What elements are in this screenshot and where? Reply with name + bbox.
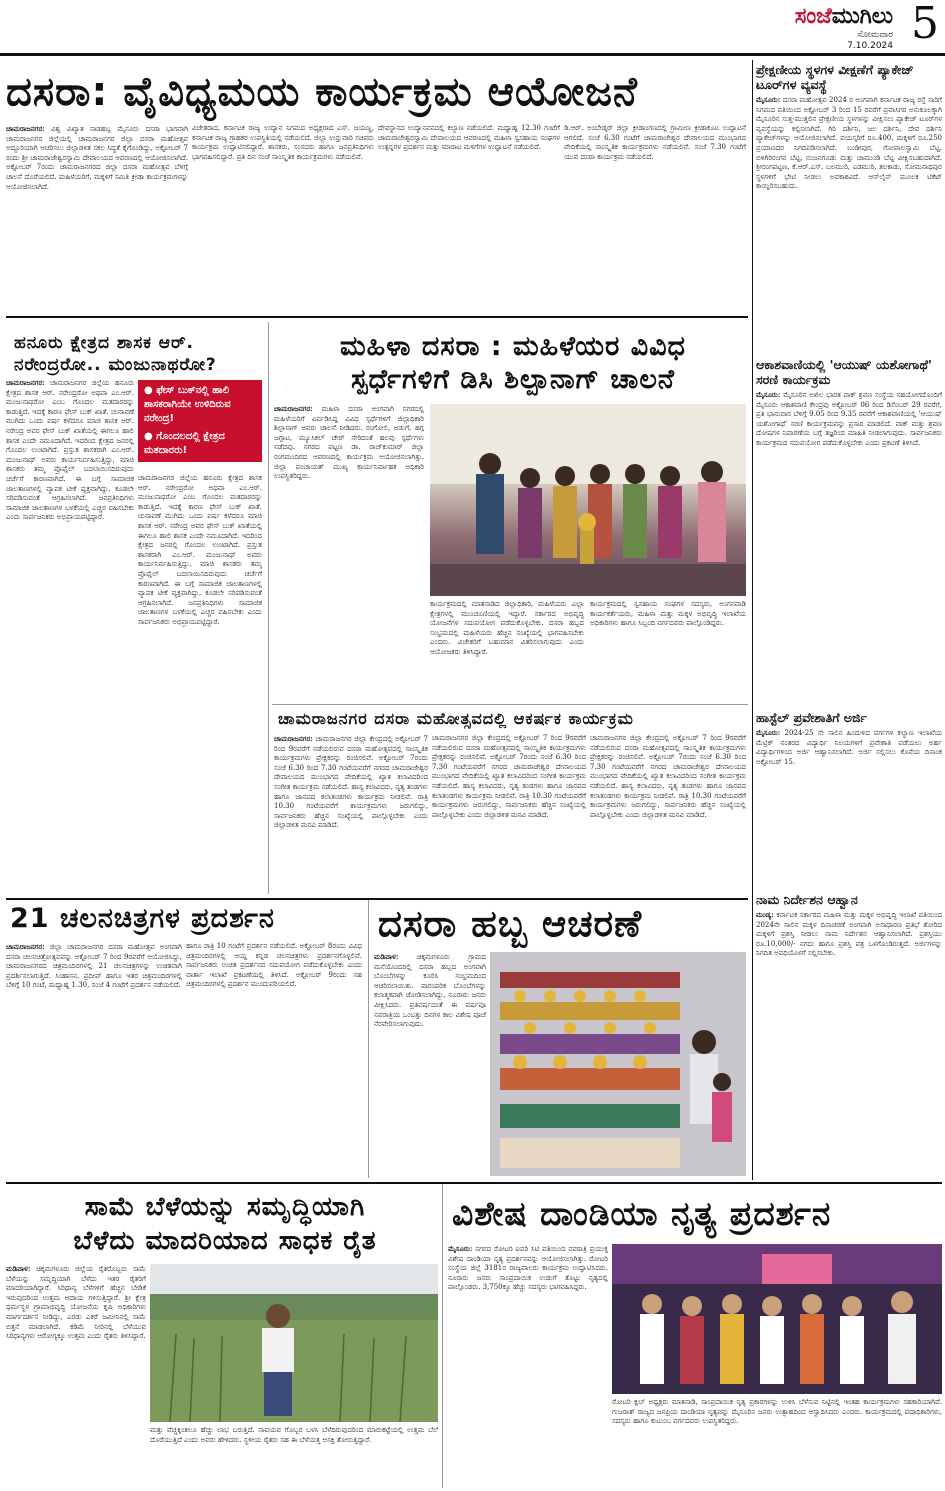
dignitaries-lamp-lighting-icon — [430, 404, 746, 596]
story7-headline-line1: ಸಾಮೆ ಬೆಳೆಯನ್ನು ಸಮೃದ್ಧಿಯಾಗಿ — [84, 1192, 366, 1222]
sidebar-dateline-1: ಮೈಸೂರು: — [756, 95, 781, 104]
story4-text-cont: ಚಾಮರಾಜನಗರ ಜಿಲ್ಲಾ ಕೇಂದ್ರದಲ್ಲಿ ಅಕ್ಟೋಬರ್ 7 ರಿಂದ 9ರವರೆಗೆ ನಡೆಯಲಿರುವ ದಸರಾ ಮಹೋತ್ಸವದಲ್ಲಿ ಸಾಂಸ್ಕೃತಿಕ ಕಾರ್ಯಕ್ರಮಗಳು ಪ್ರೇಕ್ಷಕರನ್ನು ರಂಜಿಸಲಿವೆ. ಅಕ್ಟೋಬರ್ 7ರಂದು ಸಂಜೆ 6.30 ರಿಂದ 7.30 ಗಂಟೆಯವರೆಗೆ ನಗರದ ಚಾಮರಾಜೇಶ್ವರ ದೇವಾಲಯದ ಮುಂಭಾಗದ ವೇದಿಕೆಯಲ್ಲಿ ಖ್ಯಾತ ಕಲಾವಿದರಿಂದ ಸಂಗೀತ ಕಾರ್ಯಕ್ರಮ ನಡೆಯಲಿದೆ. ಹಾಸ್ಯ ಕಲಾವಿದರು, ನೃತ್ಯ ತಂಡಗಳು ಹಾಗೂ ಜಾನಪದ ಕಲಾತಂಡಗಳು ಕಾರ್ಯಕ್ರಮ ನೀಡಲಿವೆ. ರಾತ್ರಿ 10.30 ಗಂಟೆಯವರೆಗೆ ಕಾರ್ಯಕ್ರಮಗಳು ಜರುಗಲಿದ್ದು, ಸಾರ್ವಜನಿಕರು ಹೆಚ್ಚಿನ ಸಂಖ್ಯೆಯಲ್ಲಿ ಪಾಲ್ಗೊಳ್ಳಬೇಕು ಎಂದು ಜಿಲ್ಲಾಡಳಿತ ಮನವಿ ಮಾಡಿದೆ. — [432, 734, 586, 819]
story4-text: ಚಾಮರಾಜನಗರ ಜಿಲ್ಲಾ ಕೇಂದ್ರದಲ್ಲಿ ಅಕ್ಟೋಬರ್ 7 ರಿಂದ 9ರವರೆಗೆ ನಡೆಯಲಿರುವ ದಸರಾ ಮಹೋತ್ಸವದಲ್ಲಿ ಸಾಂಸ್ಕೃತಿಕ ಕಾರ್ಯಕ್ರಮಗಳು ಪ್ರೇಕ್ಷಕರನ್ನು ರಂಜಿಸಲಿವೆ. ಅಕ್ಟೋಬರ್ 7ರಂದು ಸಂಜೆ 6.30 ರಿಂದ 7.30 ಗಂಟೆಯವರೆಗೆ ನಗರದ ಚಾಮರಾಜೇಶ್ವರ ದೇವಾಲಯದ ಮುಂಭಾಗದ ವೇದಿಕೆಯಲ್ಲಿ ಖ್ಯಾತ ಕಲಾವಿದರಿಂದ ಸಂಗೀತ ಕಾರ್ಯಕ್ರಮ ನಡೆಯಲಿದೆ. ಹಾಸ್ಯ ಕಲಾವಿದರು, ನೃತ್ಯ ತಂಡಗಳು ಹಾಗೂ ಜಾನಪದ ಕಲಾತಂಡಗಳು ಕಾರ್ಯಕ್ರಮ ನೀಡಲಿವೆ. ರಾತ್ರಿ 10.30 ಗಂಟೆಯವರೆಗೆ ಕಾರ್ಯಕ್ರಮಗಳು ಜರುಗಲಿದ್ದು, ಸಾರ್ವಜನಿಕರು ಹೆಚ್ಚಿನ ಸಂಖ್ಯೆಯಲ್ಲಿ ಪಾಲ್ಗೊಳ್ಳಬೇಕು ಎಂದು ಜಿಲ್ಲಾಡಳಿತ ಮನವಿ ಮಾಡಿದೆ. — [274, 735, 428, 830]
story8-col2 — [612, 1398, 942, 1486]
sidebar-headline-2: ಆಕಾಶವಾಣಿಯಲ್ಲಿ 'ಆಯುಷ್ ಯಶೋಗಾಥೆ' ಸರಣಿ ಕಾರ್ಯಕ್ರಮ — [756, 357, 932, 387]
story1-col4 — [564, 124, 746, 310]
story7-headline-line2: ಬೆಳೆದು ಮಾದರಿಯಾದ ಸಾಧಕ ರೈತ — [73, 1226, 377, 1256]
story2-col1 — [6, 378, 134, 894]
story3-text2: ಕಾರ್ಯಕ್ರಮದಲ್ಲಿ ಮಾತನಾಡಿದ ಜಿಲ್ಲಾಧಿಕಾರಿ, ಮಹಿಳೆಯರು ಎಲ್ಲಾ ಕ್ಷೇತ್ರಗಳಲ್ಲಿ ಮುಂಚೂಣಿಯಲ್ಲಿ ಇದ್ದಾರೆ. ಸರ್ಕಾರದ ಅಭಿವೃದ್ಧಿ ಯೋಜನೆಗಳ ಸದುಪಯೋಗ ಪಡೆದುಕೊಳ್ಳಬೇಕು. ದಸರಾ ಹಬ್ಬದ ಸಂಭ್ರಮದಲ್ಲಿ ಮಹಿಳೆಯರು ಹೆಚ್ಚಿನ ಸಂಖ್ಯೆಯಲ್ಲಿ ಭಾಗವಹಿಸಬೇಕು ಎಂದರು. ವಿಜೇತರಿಗೆ ಬಹುಮಾನ ವಿತರಿಸಲಾಗುವುದು ಎಂದು ಆಯೋಜಕರು ತಿಳಿಸಿದ್ದಾರೆ. — [430, 600, 584, 656]
story5-text2: ಹಾಗೂ ರಾತ್ರಿ 10 ಗಂಟೆಗೆ ಪ್ರದರ್ಶನ ನಡೆಯಲಿದೆ. ಅಕ್ಟೋಬರ್ 8ರಂದು ವಿವಿಧ ಚಿತ್ರಮಂದಿರಗಳಲ್ಲಿ ಆಯ್ದ ಕನ್ನಡ ಚಲನಚಿತ್ರಗಳು ಪ್ರದರ್ಶನಗೊಳ್ಳಲಿವೆ. ಸಾರ್ವಜನಿಕರು ಉಚಿತ ಪ್ರದರ್ಶನದ ಸದುಪಯೋಗ ಪಡೆದುಕೊಳ್ಳಬೇಕು ಎಂದು ವಾರ್ತಾ ಇಲಾಖೆ ಪ್ರಕಟಣೆಯಲ್ಲಿ ತಿಳಿಸಿದೆ. ಅಕ್ಟೋಬರ್ 9ರಂದು ಸಹ ಚಿತ್ರಮಂದಿರಗಳಲ್ಲಿ ಪ್ರದರ್ಶನ ಮುಂದುವರಿಯಲಿದೆ. — [186, 942, 362, 989]
story7-photo — [150, 1264, 438, 1422]
story5-col2 — [186, 942, 362, 1176]
story3-col1 — [274, 404, 424, 700]
story7-text3: ಮತ್ತು ವೆಚ್ಚಕ್ಕಿಂತಲೂ ಹೆಚ್ಚು ಲಾಭ ಬರುತ್ತಿದೆ. ಸಾವಯವ ಗೊಬ್ಬರ ಬಳಸಿ ಬೆಳೆದಿರುವುದರಿಂದ ಮಾರುಕಟ್ಟೆಯಲ್ಲಿ ಉತ್ತಮ ಬೆಲೆ ದೊರೆಯುತ್ತಿದೆ ಎಂದು ಅವರು ಹೇಳಿದರು. ಸ್ಥಳೀಯ ರೈತರು ಸಹ ಈ ಬೆಳೆಯತ್ತ ಆಸಕ್ತಿ ತೋರುತ್ತಿದ್ದಾರೆ. — [150, 1426, 438, 1444]
sidebar-text-2 — [756, 390, 942, 706]
story7-text2: ಶ್ರೀ ಕ್ಷೇತ್ರ ಧರ್ಮಸ್ಥಳ ಗ್ರಾಮಾಭಿವೃದ್ಧಿ ಯೋಜನೆಯ ಕೃಷಿ ಅಧಿಕಾರಿಗಳು ಮಾರ್ಗದರ್ಶನ ನೀಡಿದ್ದು, ಎರಡು ಎಕರೆ ಜಮೀನಿನಲ್ಲಿ ಸಾಮೆ ಬಿತ್ತನೆ ಮಾಡಲಾಗಿದೆ. ಕಡಿಮೆ ನೀರಿನಲ್ಲಿ ಬೆಳೆಯುವ ಸಿರಿಧಾನ್ಯಗಳು ಆರೋಗ್ಯಕ್ಕೂ ಉತ್ತಮ ಎಂದು ರೈತರು ತಿಳಿಸಿದ್ದಾರೆ. — [6, 1293, 146, 1341]
story2-dateline: ಚಾಮರಾಜನಗರ: — [6, 378, 45, 387]
story1-col1 — [6, 124, 188, 310]
story1-text2: ವಿಜೇತರಾದ, ಕರ್ನಾಟಕ ರಾಜ್ಯ ಉದ್ಯಾನ ನಿಗಮದ ಅಧ್ಯಕ್ಷರಾದ ಎಸ್. ಜಯಣ್ಣ, ಕರ್ನಾಟಕ ರಾಜ್ಯ ಗ್ರಾಹಕರ ಉಪಸ್ಥಿತಿಯಲ್ಲಿ ನಡೆಯಲಿದೆ. ಜಿಲ್ಲಾ ಉಸ್ತುವಾರಿ ಸಚಿವರು ಕಾರ್ಯಕ್ರಮ ಉದ್ಘಾಟಿಸಲಿದ್ದಾರೆ. ಶಾಸಕರು, ಸಂಸದರು ಹಾಗೂ ಜನಪ್ರತಿನಿಧಿಗಳು ಭಾಗವಹಿಸಲಿದ್ದಾರೆ. ಪ್ರತಿ ದಿನ ಸಂಜೆ ಸಾಂಸ್ಕೃತಿಕ ಕಾರ್ಯಕ್ರಮಗಳು ನಡೆಯಲಿವೆ. — [192, 124, 374, 161]
story5-col1 — [6, 942, 182, 1176]
masthead — [0, 0, 945, 56]
story8-headline: ವಿಶೇಷ ದಾಂಡಿಯಾ ನೃತ್ಯ ಪ್ರದರ್ಶನ — [452, 1194, 832, 1233]
story7-col2 — [150, 1426, 438, 1486]
sidebar-headline-3: ಹಾಸ್ಟೆಲ್ ಪ್ರವೇಶಾತಿಗೆ ಅರ್ಜಿ — [756, 710, 867, 725]
story4-dateline: ಚಾಮರಾಜನಗರ: — [274, 734, 313, 743]
story7-text1: ಚಿಕ್ಕಮಗಳೂರು ಜಿಲ್ಲೆಯ ರೈತರೊಬ್ಬರು ಸಾಮೆ ಬೆಳೆಯನ್ನು ಸಮೃದ್ಧಿಯಾಗಿ ಬೆಳೆದು ಇತರ ರೈತರಿಗೆ ಮಾದರಿಯಾಗಿದ್ದಾರೆ. ಸಿರಿಧಾನ್ಯ ಬೆಳೆಗಳಿಗೆ ಹೆಚ್ಚಿನ ಬೇಡಿಕೆ ಇರುವುದರಿಂದ ಉತ್ತಮ ಆದಾಯ ಗಳಿಸುತ್ತಿದ್ದಾರೆ. — [6, 1265, 146, 1302]
divider — [368, 900, 369, 1178]
story3-dateline: ಚಾಮರಾಜನಗರ: — [274, 404, 313, 413]
divider — [268, 322, 269, 894]
divider — [6, 898, 748, 900]
issue-date-value: 7.10.2024 — [847, 41, 893, 51]
divider — [6, 316, 748, 318]
sidebar-text-3 — [756, 728, 942, 888]
logo-part2: ಮುಗಿಲು — [831, 4, 893, 29]
story2-callout-1: ● ಫೇಸ್ ಬುಕ್‌ನಲ್ಲಿ ಹಾಲಿ ಶಾಸಕರಾಗಿಯೇ ಉಳಿದಿರುವ ನರೇಂದ್ರ! — [144, 385, 231, 424]
story2-text: ಚಾಮರಾಜನಗರ ಜಿಲ್ಲೆಯ ಹನೂರು ಕ್ಷೇತ್ರದ ಶಾಸಕ ಆರ್. ನರೇಂದ್ರರೋ ಅಥವಾ ಎಂ.ಆರ್. ಮಂಜುನಾಥರೋ ಎಂಬ ಗೊಂದಲ ಮತದಾರರನ್ನು ಕಾಡುತ್ತಿದೆ. ಇದಕ್ಕೆ ಕಾರಣ ಫೇಸ್ ಬುಕ್ ಖಾತೆ. ಚುನಾವಣೆ ಮುಗಿದು ಒಂದು ವರ್ಷ ಕಳೆದರೂ ಮಾಜಿ ಶಾಸಕ ಆರ್. ನರೇಂದ್ರ ಅವರ ಫೇಸ್ ಬುಕ್ ಖಾತೆಯಲ್ಲಿ ಈಗಲೂ ಹಾಲಿ ಶಾಸಕ ಎಂದೇ ನಮೂದಾಗಿದೆ. ಇದರಿಂದ ಕ್ಷೇತ್ರದ ಜನರಲ್ಲಿ ಗೊಂದಲ ಉಂಟಾಗಿದೆ. ಪ್ರಸ್ತುತ ಶಾಸಕರಾಗಿ ಎಂ.ಆರ್. ಮಂಜುನಾಥ್ ಅವರು ಕಾರ್ಯನಿರ್ವಹಿಸುತ್ತಿದ್ದು, ಮಾಜಿ ಶಾಸಕರು ತಮ್ಮ ಪ್ರೊಫೈಲ್ ಬದಲಾಯಿಸದಿರುವುದು ಚರ್ಚೆಗೆ ಕಾರಣವಾಗಿದೆ. ಈ ಬಗ್ಗೆ ಸಾಮಾಜಿಕ ಜಾಲತಾಣಗಳಲ್ಲಿ ವ್ಯಾಪಕ ಟೀಕೆ ವ್ಯಕ್ತವಾಗಿದ್ದು, ಕೂಡಲೇ ಸರಿಪಡಿಸುವಂತೆ ಆಗ್ರಹಿಸಲಾಗಿದೆ. ಜನಪ್ರತಿನಿಧಿಗಳು ಸಾಮಾಜಿಕ ಜಾಲತಾಣಗಳ ಬಳಕೆಯಲ್ಲಿ ಎಚ್ಚರ ವಹಿಸಬೇಕು ಎಂದು ಸಾರ್ವಜನಿಕರು ಅಭಿಪ್ರಾಯಪಟ್ಟಿದ್ದಾರೆ. — [6, 379, 134, 522]
sidebar-body-1: ದಸರಾ ಮಹೋತ್ಸವ 2024 ರ ಅಂಗವಾಗಿ ಕರ್ನಾಟಕ ರಾಜ್ಯ ರಸ್ತೆ ಸಾರಿಗೆ ನಿಗಮದ ವತಿಯಿಂದ ಅಕ್ಟೋಬರ್ 3 ರಿಂದ 15 ರವರೆಗೆ ಪ್ರವಾಸಿಗರ ಅನುಕೂಲಕ್ಕಾಗಿ ಮೈಸೂರಿನ ಸುತ್ತ-ಮುತ್ತಲಿನ ಪ್ರೇಕ್ಷಣೀಯ ಸ್ಥಳಗಳನ್ನು ವೀಕ್ಷಿಸಲು ಪ್ಯಾಕೇಜ್ ಟೂರ್‌ಗಳ ವ್ಯವಸ್ಥೆಯನ್ನು ಕಲ್ಪಿಸಲಾಗಿದೆ. ಗಿರಿ ದರ್ಶಿನಿ, ಜಲ ದರ್ಶಿನಿ, ದೇವ ದರ್ಶಿನಿ ಪ್ಯಾಕೇಜ್‌ಗಳನ್ನು ಆಯೋಜಿಸಲಾಗಿದೆ. ವಯಸ್ಕರಿಗೆ ರೂ.400, ಮಕ್ಕಳಿಗೆ ರೂ.250 ಪ್ರಯಾಣದರ ನಿಗದಿಪಡಿಸಲಾಗಿದೆ. ಬಂಡೀಪುರ, ಗೋಪಾಲಸ್ವಾಮಿ ಬೆಟ್ಟ, ಬಿಳಿಗಿರಿರಂಗನ ಬೆಟ್ಟ, ನಂಜನಗೂಡು ಮತ್ತು ಚಾಮುಂಡಿ ಬೆಟ್ಟ ವೀಕ್ಷಿಸಬಹುದಾಗಿದೆ. ಶ್ರೀರಂಗಪಟ್ಟಣ, ಕೆ.ಆರ್.ಎಸ್, ಬಲಮುರಿ, ಎಡಮುರಿ, ತಲಕಾಡು, ಸೋಮನಾಥಪುರ ಸ್ಥಳಗಳಿಗೆ ಭೇಟಿ ನೀಡಲು ಅವಕಾಶವಿದೆ. ಆನ್‌ಲೈನ್ ಮೂಲಕ ಟಿಕೆಟ್ ಕಾಯ್ದಿರಿಸಬಹುದು. — [756, 96, 942, 191]
sidebar-dateline-3: ಮೈಸೂರು: — [756, 728, 781, 737]
story3-text1: ಮಹಿಳಾ ದಸರಾ ಅಂಗವಾಗಿ ನಗರದಲ್ಲಿ ಮಹಿಳೆಯರಿಗೆ ಏರ್ಪಡಿಸಿದ್ದ ವಿವಿಧ ಸ್ಪರ್ಧೆಗಳಿಗೆ ಜಿಲ್ಲಾಧಿಕಾರಿ ಶಿಲ್ಪಾನಾಗ್ ಅವರು ಚಾಲನೆ ನೀಡಿದರು. ರಂಗೋಲಿ, ಅಡುಗೆ, ಹಗ್ಗ ಜಗ್ಗಾಟ, ಮ್ಯೂಸಿಕಲ್ ಚೇರ್ ಸೇರಿದಂತೆ ಹಲವು ಸ್ಪರ್ಧೆಗಳು ನಡೆದವು. ನಗರದ ಪಟ್ಟಣ ಡಾ. ರಾಜ್‌ಕುಮಾರ್ ಜಿಲ್ಲಾ ರಂಗಮಂದಿರದ ಆವರಣದಲ್ಲಿ ಕಾರ್ಯಕ್ರಮ ಆಯೋಜಿಸಲಾಗಿತ್ತು. ಜಿಲ್ಲಾ ಪಂಚಾಯತ್ ಮುಖ್ಯ ಕಾರ್ಯನಿರ್ವಾಹಕ ಅಧಿಕಾರಿ ಉಪಸ್ಥಿತರಿದ್ದರು. — [274, 405, 424, 481]
story8-photo — [612, 1244, 942, 1394]
issue-date — [847, 30, 893, 52]
sidebar-headline-4: ನಾಮ ನಿರ್ದೇಶನ ಆಹ್ವಾನ — [756, 892, 858, 907]
story4-headline: ಚಾಮರಾಜನಗರ ದಸರಾ ಮಹೋತ್ಸವದಲ್ಲಿ ಆಕರ್ಷಕ ಕಾರ್ಯಕ್ರಮ — [278, 709, 634, 728]
sidebar-body-4: ಕರ್ನಾಟಕ ಸರ್ಕಾರದ ಮಹಿಳಾ ಮತ್ತು ಮಕ್ಕಳ ಅಭಿವೃದ್ಧಿ ಇಲಾಖೆ ವತಿಯಿಂದ 2024ನೇ ಸಾಲಿನ ಮಕ್ಕಳ ದಿನಾಚರಣೆ ಅಂಗವಾಗಿ ಅಸಾಧಾರಣ ಪ್ರತಿಭೆ ತೋರಿದ ಮಕ್ಕಳಿಗೆ ಪ್ರಶಸ್ತಿ ನೀಡಲು ನಾಮ ನಿರ್ದೇಶನ ಆಹ್ವಾನಿಸಲಾಗಿದೆ. ಪ್ರಶಸ್ತಿಯು ರೂ.10,000/- ನಗದು ಹಾಗೂ ಪ್ರಶಸ್ತಿ ಪತ್ರ ಒಳಗೊಂಡಿರುತ್ತದೆ. ಅರ್ಜಿಗಳನ್ನು ನಿಗದಿತ ಅವಧಿಯೊಳಗೆ ಸಲ್ಲಿಸಬೇಕು. — [756, 911, 942, 958]
story2-col2 — [138, 474, 262, 894]
story1-text3: ದೇವಸ್ಥಾನದ ಉದ್ಯಾನವನದಲ್ಲಿ ಕಲ್ಯಾಣ ನಡೆಯಲಿದೆ. ಮಧ್ಯಾಹ್ನ 12.30 ಗಂಟೆಗೆ ಚಾಮರಾಜೇಶ್ವರಸ್ವಾಮಿ ದೇವಾಲಯದ ಆವರಣದಲ್ಲಿ ಮಹಿಳಾ ಸ್ವಸಹಾಯ ಸಂಘಗಳ ಉತ್ಪನ್ನಗಳ ಪ್ರದರ್ಶನ ಮತ್ತು ಮಾರಾಟ ಮಳಿಗೆಗಳ ಉದ್ಘಾಟನೆ ನಡೆಯಲಿದೆ. — [378, 124, 560, 152]
sidebar-dateline-4: ಮಂಡ್ಯ: — [756, 910, 774, 919]
divider — [442, 1184, 443, 1488]
story3-headline-line1: ಮಹಿಳಾ ದಸರಾ : ಮಹಿಳೆಯರ ವಿವಿಧ — [340, 331, 686, 362]
story4-col1 — [274, 734, 428, 894]
story6-dateline: ಮಡಿವಾಳ: — [374, 952, 399, 961]
story6-col1 — [374, 952, 486, 1176]
story2-headline-line1: ಹನೂರು ಕ್ಷೇತ್ರದ ಶಾಸಕ ಆರ್. — [14, 333, 194, 353]
story5-dateline: ಚಾಮರಾಜನಗರ: — [6, 942, 45, 951]
sidebar-text-1 — [756, 95, 942, 353]
sidebar-dateline-2: ಮೈಸೂರು: — [756, 390, 781, 399]
page-number: 5 — [911, 0, 939, 49]
divider — [272, 704, 748, 705]
story6-photo — [490, 952, 746, 1176]
story1-col3 — [378, 124, 560, 310]
story4-col3 — [590, 734, 746, 894]
story6-text: ಚಿಕ್ಕಮಗಳೂರು ಗ್ರಾಮದ ಮನೆಯೊಂದರಲ್ಲಿ ದಸರಾ ಹಬ್ಬದ ಅಂಗವಾಗಿ ಬೊಂಬೆಗಳನ್ನು ಕೂರಿಸಿ ಸಂಭ್ರಮದಿಂದ ಆಚರಿಸಲಾಯಿತು. ಪಾರಂಪರಿಕ ಬೊಂಬೆಗಳನ್ನು ಕಲಾತ್ಮಕವಾಗಿ ಜೋಡಿಸಲಾಗಿದ್ದು, ನೂರಾರು ಜನರು ವೀಕ್ಷಿಸಿದರು. ಪ್ರತಿವರ್ಷದಂತೆ ಈ ವರ್ಷವೂ ನವರಾತ್ರಿಯ ಒಂಬತ್ತು ದಿನಗಳ ಕಾಲ ವಿಶೇಷ ಪೂಜೆ ನೆರವೇರಿಸಲಾಗುವುದು. — [374, 953, 486, 1029]
story2-callout-2: ● ಗೊಂದಲದಲ್ಲಿ ಕ್ಷೇತ್ರದ ಮತದಾರರು! — [144, 431, 225, 456]
sidebar-headline-1: ಪ್ರೇಕ್ಷಣೀಯ ಸ್ಥಳಗಳ ವೀಕ್ಷಣೆಗೆ ಪ್ಯಾಕೇಜ್ ಟೂರ್‌ಗಳ ವ್ಯವಸ್ಥೆ — [756, 62, 914, 92]
story3-col3 — [590, 600, 746, 700]
sidebar — [756, 62, 942, 1180]
logo-part1: ಸಂಜೆ — [794, 4, 832, 29]
story7-headline — [10, 1190, 440, 1258]
dandiya-dance-stage-icon — [612, 1244, 942, 1394]
story5-text1: ಜಿಲ್ಲಾ ಚಾಮರಾಜನಗರ ದಸರಾ ಮಹೋತ್ಸವ ಅಂಗವಾಗಿ ದಸರಾ ಚಲನಚಿತ್ರೋತ್ಸವವನ್ನು ಅಕ್ಟೋಬರ್ 7 ರಿಂದ 9ರವರೆಗೆ ಆಯೋಜಿಸಿದ್ದು, ಚಾಮರಾಜನಗರದ ಚಿತ್ರಮಂದಿರಗಳಲ್ಲಿ 21 ಚಲನಚಿತ್ರಗಳನ್ನು ಉಚಿತವಾಗಿ ಪ್ರದರ್ಶಿಸಲಾಗುತ್ತಿದೆ. ಸಿಂಹಾಸನ, ಪ್ರದೀಪ್ ಹಾಗೂ ಇತರ ಚಿತ್ರಮಂದಿರಗಳಲ್ಲಿ ಬೆಳಿಗ್ಗೆ 10 ಗಂಟೆ, ಮಧ್ಯಾಹ್ನ 1.30, ಸಂಜೆ 4 ಗಂಟೆಗೆ ಪ್ರದರ್ಶನ ನಡೆಯಲಿದೆ. — [6, 943, 182, 990]
story3-col2 — [430, 600, 584, 700]
story1-text4: ಡಿ.ಆರ್. ಅಂಬೇಡ್ಕರ್ ಜಿಲ್ಲಾ ಕ್ರೀಡಾಂಗಣದಲ್ಲಿ ಗ್ರಾಮೀಣ ಕ್ರೀಡಾಕೂಟ ಉದ್ಘಾಟನೆ ಆಗಲಿದೆ. ಸಂಜೆ 6.30 ಗಂಟೆಗೆ ಚಾಮರಾಜೇಶ್ವರ ದೇವಾಲಯದ ಮುಂಭಾಗದ ವೇದಿಕೆಯಲ್ಲಿ ಸಾಂಸ್ಕೃತಿಕ ಕಾರ್ಯಕ್ರಮಗಳು ನಡೆಯಲಿವೆ. ಸಂಜೆ 7.30 ಗಂಟೆಗೆ ಯುವ ದಸರಾ ಕಾರ್ಯಕ್ರಮ ನಡೆಯಲಿದೆ. — [564, 124, 746, 161]
issue-day: ಸೋಮವಾರ — [857, 30, 893, 40]
story2-callout — [138, 380, 262, 462]
farmer-in-millet-field-icon — [150, 1264, 438, 1422]
story7-dateline: ಮಡಿವಾಳ: — [6, 1264, 31, 1273]
dasara-doll-display-icon — [490, 952, 746, 1176]
sidebar-divider — [752, 60, 753, 1180]
story2-headline-line2: ನರೇಂದ್ರರೋ.. ಮಂಜುನಾಥರೋ? — [14, 355, 217, 375]
newspaper-logo — [795, 4, 893, 29]
story8-col1 — [448, 1244, 608, 1486]
story3-photo — [430, 404, 746, 596]
sidebar-text-4 — [756, 910, 942, 1180]
story3-headline-line2: ಸ್ಪರ್ಧೆಗಳಿಗೆ ಡಿಸಿ ಶಿಲ್ಪಾನಾಗ್ ಚಾಲನೆ — [351, 364, 675, 395]
story6-headline: ದಸರಾ ಹಬ್ಬ ಆಚರಣೆ — [378, 902, 643, 945]
story2-headline — [14, 332, 264, 376]
story5-headline: 21 ಚಲನಚಿತ್ರಗಳ ಪ್ರದರ್ಶನ — [10, 903, 275, 934]
story1-dateline: ಚಾಮರಾಜನಗರ: — [6, 124, 45, 133]
story8-dateline: ಮೈಸೂರು: — [448, 1244, 473, 1253]
story8-text1: ನಗರದ ರೋಟರಿ ಐವರಿ ಸಿಟಿ ವತಿಯಿಂದ ನವರಾತ್ರಿ ಪ್ರಯುಕ್ತ ವಿಶೇಷ ದಾಂಡಿಯಾ ನೃತ್ಯ ಪ್ರದರ್ಶನವನ್ನು ಆಯೋಜಿಸಲಾಗಿತ್ತು. ರೋಟರಿ ಸಂಸ್ಥೆಯ ಜಿಲ್ಲೆ 3181ರ ರಾಜ್ಯಪಾಲರು ಕಾರ್ಯಕ್ರಮ ಉದ್ಘಾಟಿಸಿದರು. ನೂರಾರು ಜನರು ಸಾಂಪ್ರದಾಯಿಕ ಉಡುಗೆ ತೊಟ್ಟು ನೃತ್ಯದಲ್ಲಿ ಪಾಲ್ಗೊಂಡರು. 3,750ಕ್ಕೂ ಹೆಚ್ಚು ಸದಸ್ಯರು ಭಾಗವಹಿಸಿದ್ದರು. — [448, 1245, 608, 1292]
sidebar-body-2: ಮೈಸೂರಿನ ಅಖಿಲ ಭಾರತ ವಾಕ್ ಶ್ರವಣ ಸಂಸ್ಥೆಯ ಸಹಯೋಗದೊಂದಿಗೆ ಮೈಸೂರು ಆಕಾಶವಾಣಿ ಕೇಂದ್ರವು ಅಕ್ಟೋಬರ್ 06 ರಿಂದ ಡಿಸೆಂಬರ್ 29 ರವರೆಗೆ, ಪ್ರತಿ ಭಾನುವಾರ ಬೆಳಿಗ್ಗೆ 9.05 ರಿಂದ 9.35 ರವರೆಗೆ ಆಕಾಶವಾಣಿಯಲ್ಲಿ 'ಆಯುಷ್ ಯಶೋಗಾಥೆ' ಸರಣಿ ಕಾರ್ಯಕ್ರಮವನ್ನು ಪ್ರಸಾರ ಮಾಡಲಿದೆ. ವಾಕ್ ಮತ್ತು ಶ್ರವಣ ದೋಷಗಳ ನಿವಾರಣೆಯ ಬಗ್ಗೆ ತಜ್ಞರಿಂದ ಮಾಹಿತಿ ನೀಡಲಾಗುವುದು. ಸಾರ್ವಜನಿಕರು ಕಾರ್ಯಕ್ರಮದ ಸದುಪಯೋಗ ಪಡೆದುಕೊಳ್ಳಬೇಕು ಎಂದು ಪ್ರಕಟಣೆ ತಿಳಿಸಿದೆ. — [756, 391, 942, 447]
story3-headline — [278, 330, 748, 396]
story3-text3: ಕಾರ್ಯಕ್ರಮದಲ್ಲಿ ಸ್ವಸಹಾಯ ಸಂಘಗಳ ಸದಸ್ಯರು, ಅಂಗನವಾಡಿ ಕಾರ್ಯಕರ್ತೆಯರು, ಮಹಿಳಾ ಮತ್ತು ಮಕ್ಕಳ ಅಭಿವೃದ್ಧಿ ಇಲಾಖೆಯ ಅಧಿಕಾರಿಗಳು ಹಾಗೂ ಸಿಬ್ಬಂದಿ ವರ್ಗದವರು ಪಾಲ್ಗೊಂಡಿದ್ದರು. — [590, 600, 746, 628]
story4-text-cont2: ಚಾಮರಾಜನಗರ ಜಿಲ್ಲಾ ಕೇಂದ್ರದಲ್ಲಿ ಅಕ್ಟೋಬರ್ 7 ರಿಂದ 9ರವರೆಗೆ ನಡೆಯಲಿರುವ ದಸರಾ ಮಹೋತ್ಸವದಲ್ಲಿ ಸಾಂಸ್ಕೃತಿಕ ಕಾರ್ಯಕ್ರಮಗಳು ಪ್ರೇಕ್ಷಕರನ್ನು ರಂಜಿಸಲಿವೆ. ಅಕ್ಟೋಬರ್ 7ರಂದು ಸಂಜೆ 6.30 ರಿಂದ 7.30 ಗಂಟೆಯವರೆಗೆ ನಗರದ ಚಾಮರಾಜೇಶ್ವರ ದೇವಾಲಯದ ಮುಂಭಾಗದ ವೇದಿಕೆಯಲ್ಲಿ ಖ್ಯಾತ ಕಲಾವಿದರಿಂದ ಸಂಗೀತ ಕಾರ್ಯಕ್ರಮ ನಡೆಯಲಿದೆ. ಹಾಸ್ಯ ಕಲಾವಿದರು, ನೃತ್ಯ ತಂಡಗಳು ಹಾಗೂ ಜಾನಪದ ಕಲಾತಂಡಗಳು ಕಾರ್ಯಕ್ರಮ ನೀಡಲಿವೆ. ರಾತ್ರಿ 10.30 ಗಂಟೆಯವರೆಗೆ ಕಾರ್ಯಕ್ರಮಗಳು ಜರುಗಲಿದ್ದು, ಸಾರ್ವಜನಿಕರು ಹೆಚ್ಚಿನ ಸಂಖ್ಯೆಯಲ್ಲಿ ಪಾಲ್ಗೊಳ್ಳಬೇಕು ಎಂದು ಜಿಲ್ಲಾಡಳಿತ ಮನವಿ ಮಾಡಿದೆ. — [590, 734, 746, 819]
story8-text2: ರೋಟರಿ ಕ್ಲಬ್ ಅಧ್ಯಕ್ಷರು ಮಾತನಾಡಿ, ಸಾಂಪ್ರದಾಯಿಕ ನೃತ್ಯ ಪ್ರಕಾರಗಳನ್ನು ಉಳಿಸಿ ಬೆಳೆಸುವ ನಿಟ್ಟಿನಲ್ಲಿ ಇಂತಹ ಕಾರ್ಯಕ್ರಮಗಳು ಸಹಕಾರಿಯಾಗಿವೆ. ಗುಜರಾತ್ ರಾಜ್ಯದ ಜನಪ್ರಿಯ ದಾಂಡಿಯಾ ನೃತ್ಯವನ್ನು ಮೈಸೂರಿನ ಜನರು ಉತ್ಸಾಹದಿಂದ ಆಸ್ವಾದಿಸಿದರು ಎಂದರು. ಕಾರ್ಯಕ್ರಮದಲ್ಲಿ ಪದಾಧಿಕಾರಿಗಳು, ಸದಸ್ಯರು ಹಾಗೂ ಕುಟುಂಬ ವರ್ಗದವರು ಉಪಸ್ಥಿತರಿದ್ದರು. — [612, 1398, 942, 1426]
story7-col1 — [6, 1264, 146, 1486]
story4-col2 — [432, 734, 586, 894]
sidebar-body-3: 2024-25 ನೇ ಸಾಲಿನ ಹಿಂದುಳಿದ ವರ್ಗಗಳ ಕಲ್ಯಾಣ ಇಲಾಖೆಯ ಮೆಟ್ರಿಕ್ ನಂತರದ ವಿದ್ಯಾರ್ಥಿ ನಿಲಯಗಳಿಗೆ ಪ್ರವೇಶಾತಿ ಪಡೆಯಲು ಅರ್ಹ ವಿದ್ಯಾರ್ಥಿಗಳಿಂದ ಅರ್ಜಿ ಆಹ್ವಾನಿಸಲಾಗಿದೆ. ಅರ್ಜಿ ಸಲ್ಲಿಸಲು ಕೊನೆಯ ದಿನಾಂಕ ಅಕ್ಟೋಬರ್ 15. — [756, 729, 942, 766]
story2-text-cont: ಚಾಮರಾಜನಗರ ಜಿಲ್ಲೆಯ ಹನೂರು ಕ್ಷೇತ್ರದ ಶಾಸಕ ಆರ್. ನರೇಂದ್ರರೋ ಅಥವಾ ಎಂ.ಆರ್. ಮಂಜುನಾಥರೋ ಎಂಬ ಗೊಂದಲ ಮತದಾರರನ್ನು ಕಾಡುತ್ತಿದೆ. ಇದಕ್ಕೆ ಕಾರಣ ಫೇಸ್ ಬುಕ್ ಖಾತೆ. ಚುನಾವಣೆ ಮುಗಿದು ಒಂದು ವರ್ಷ ಕಳೆದರೂ ಮಾಜಿ ಶಾಸಕ ಆರ್. ನರೇಂದ್ರ ಅವರ ಫೇಸ್ ಬುಕ್ ಖಾತೆಯಲ್ಲಿ ಈಗಲೂ ಹಾಲಿ ಶಾಸಕ ಎಂದೇ ನಮೂದಾಗಿದೆ. ಇದರಿಂದ ಕ್ಷೇತ್ರದ ಜನರಲ್ಲಿ ಗೊಂದಲ ಉಂಟಾಗಿದೆ. ಪ್ರಸ್ತುತ ಶಾಸಕರಾಗಿ ಎಂ.ಆರ್. ಮಂಜುನಾಥ್ ಅವರು ಕಾರ್ಯನಿರ್ವಹಿಸುತ್ತಿದ್ದು, ಮಾಜಿ ಶಾಸಕರು ತಮ್ಮ ಪ್ರೊಫೈಲ್ ಬದಲಾಯಿಸದಿರುವುದು ಚರ್ಚೆಗೆ ಕಾರಣವಾಗಿದೆ. ಈ ಬಗ್ಗೆ ಸಾಮಾಜಿಕ ಜಾಲತಾಣಗಳಲ್ಲಿ ವ್ಯಾಪಕ ಟೀಕೆ ವ್ಯಕ್ತವಾಗಿದ್ದು, ಕೂಡಲೇ ಸರಿಪಡಿಸುವಂತೆ ಆಗ್ರಹಿಸಲಾಗಿದೆ. ಜನಪ್ರತಿನಿಧಿಗಳು ಸಾಮಾಜಿಕ ಜಾಲತಾಣಗಳ ಬಳಕೆಯಲ್ಲಿ ಎಚ್ಚರ ವಹಿಸಬೇಕು ಎಂದು ಸಾರ್ವಜನಿಕರು ಅಭಿಪ್ರಾಯಪಟ್ಟಿದ್ದಾರೆ. — [138, 474, 262, 626]
story1-headline: ದಸರಾ: ವೈವಿಧ್ಯಮಯ ಕಾರ್ಯಕ್ರಮ ಆಯೋಜನೆ — [6, 69, 638, 115]
story1-col2 — [192, 124, 374, 310]
story1-text1: ವಿಶ್ವ ವಿಖ್ಯಾತ ನಾಡಹಬ್ಬ ಮೈಸೂರು ದಸರಾ ಭಾಗವಾಗಿ ಚಾಮರಾಜನಗರ ಜಿಲ್ಲೆಯಲ್ಲಿ ಚಾಮರಾಜನಗರ ಜಿಲ್ಲಾ ದಸರಾ ಮಹೋತ್ಸವ ಅದ್ದೂರಿಯಾಗಿ ಆಚರಿಸಲು ಜಿಲ್ಲಾಡಳಿತ ಸಕಲ ಸಿದ್ಧತೆ ಕೈಗೊಂಡಿದ್ದು, ಅಕ್ಟೋಬರ್ 7 ರಂದು ಶ್ರೀ ಚಾಮರಾಜೇಶ್ವರಸ್ವಾಮಿ ದೇವಾಲಯದ ಆವರಣದಲ್ಲಿ ಆಯೋಜಿಸಲಾಗಿದೆ. ಅಕ್ಟೋಬರ್ 7ರಂದು ಚಾಮರಾಜನಗರದ ಜಿಲ್ಲಾ ದಸರಾ ಮಹೋತ್ಸವ ಬೆಳಿಗ್ಗೆ ಚಾಲನೆ ದೊರೆಯಲಿದೆ. ಮಹಿಳೆಯರಿಗೆ, ಮಕ್ಕಳಿಗೆ ಸಮಿತಿ ಕ್ರೀಡಾ ಕಾರ್ಯಕ್ರಮಗಳನ್ನು ಆಯೋಜಿಸಲಾಗಿದೆ. — [6, 125, 188, 191]
divider — [6, 1182, 942, 1184]
